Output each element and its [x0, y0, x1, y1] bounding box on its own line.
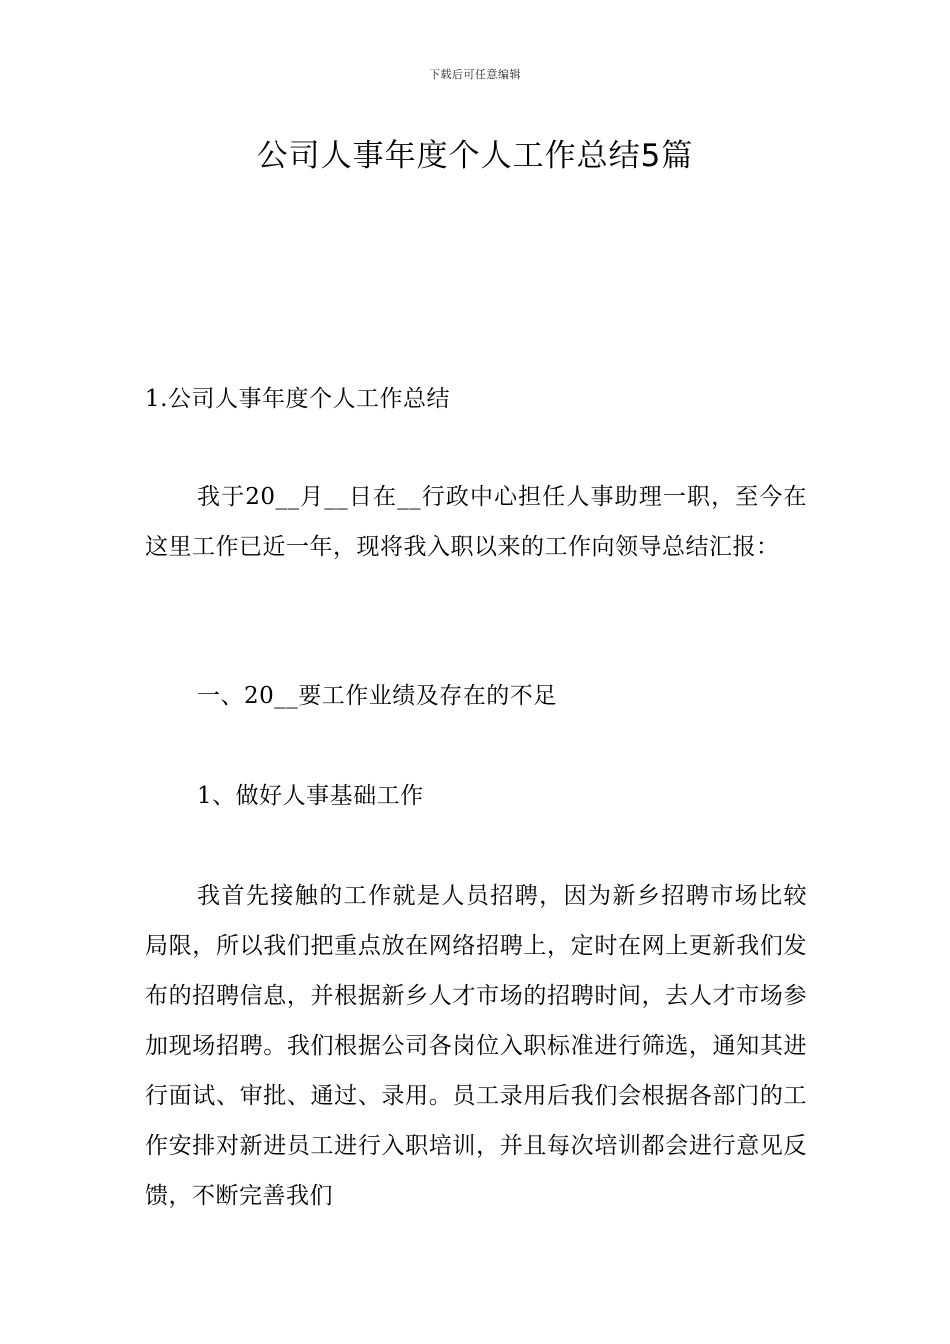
subheading-hr-basics: 1、做好人事基础工作 — [197, 783, 424, 809]
subheading-achievements: 一、20__要工作业绩及存在的不足 — [197, 683, 557, 709]
section-heading: 1.公司人事年度个人工作总结 — [145, 386, 450, 412]
header-note: 下载后可任意编辑 — [429, 68, 521, 81]
document-title: 公司人事年度个人工作总结5篇 — [256, 138, 694, 174]
paragraph-recruitment: 我首先接触的工作就是人员招聘，因为新乡招聘市场比较局限，所以我们把重点放在网络招聘上，定时在网上更新我们发布的招聘信息，并根据新乡人才市场的招聘时间，去人才市场参加现场招聘。我们根据公司各岗位入职标准进行筛选，通知其进行面试、审批、通过、录用。员工录用后我们会根据各部门的工作安排对新进员工进行入职培训，并且每次培训都会进行意见反馈，不断完善我们 — [145, 883, 807, 1209]
paragraph-intro: 我于20__月__日在__行政中心担任人事助理一职，至今在这里工作已近一年，现将我入职以来的工作向领导总结汇报： — [145, 484, 807, 560]
